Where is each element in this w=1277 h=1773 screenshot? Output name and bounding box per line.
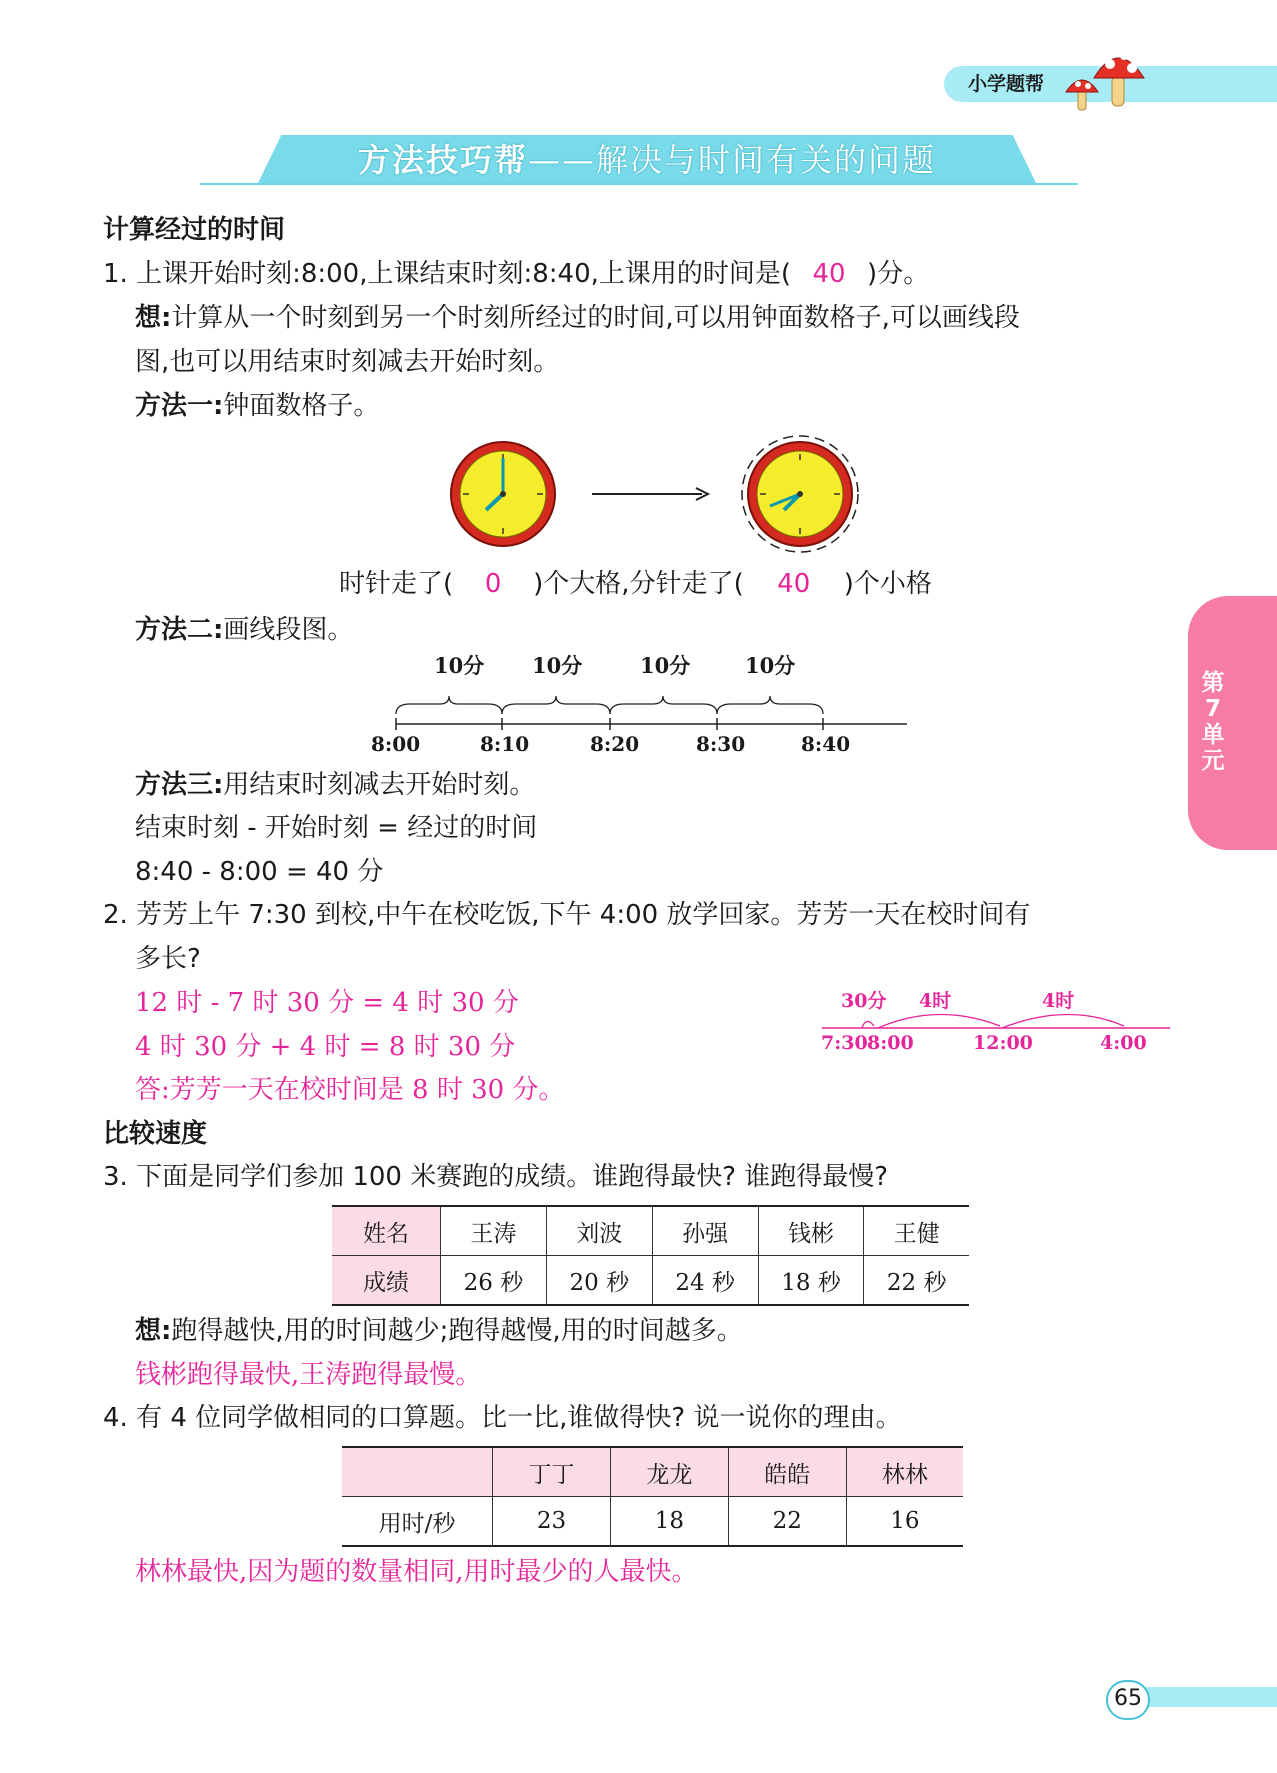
table-cell: 王涛 xyxy=(441,1206,547,1256)
think-line-2: 图,也可以用结束时刻减去开始时刻。 xyxy=(135,347,560,377)
table-cell xyxy=(342,1447,493,1497)
table-cell: 23 xyxy=(493,1497,611,1547)
answer-3: 钱彬跑得最快,王涛跑得最慢。 xyxy=(135,1360,482,1390)
table-cell: 林林 xyxy=(846,1447,963,1497)
formula-line: 结束时刻 - 开始时刻 = 经过的时间 xyxy=(135,813,538,843)
think-q3: 想:跑得越快,用的时间越少;跑得越慢,用的时间越多。 xyxy=(135,1316,743,1346)
section-heading-compare-speed: 比较速度 xyxy=(103,1119,208,1149)
time-line-diagram xyxy=(818,986,1174,1056)
table-cell: 皓皓 xyxy=(728,1447,846,1497)
table-cell: 孙强 xyxy=(652,1206,758,1256)
table-cell: 王健 xyxy=(864,1206,969,1256)
table-cell: 16 xyxy=(846,1497,963,1547)
page-number: 65 xyxy=(1114,1686,1142,1711)
table-cell: 26 秒 xyxy=(441,1256,547,1306)
diagram-label: 4时 xyxy=(1042,990,1075,1012)
table-cell: 钱彬 xyxy=(758,1206,864,1256)
answer-2-step-2: 4 时 30 分 + 4 时 = 8 时 30 分 xyxy=(135,1032,516,1062)
clock-start-icon xyxy=(448,438,558,550)
table-cell: 成绩 xyxy=(332,1256,441,1306)
table-cell: 丁丁 xyxy=(493,1447,611,1497)
calc-line: 8:40 - 8:00 = 40 分 xyxy=(135,857,384,887)
question-3: 3. 下面是同学们参加 100 米赛跑的成绩。谁跑得最快? 谁跑得最慢? xyxy=(103,1162,889,1192)
calc-time-table xyxy=(342,1446,963,1547)
table-row xyxy=(342,1497,963,1547)
diagram-tick: 12:00 xyxy=(973,1032,1033,1054)
answer-4: 林林最快,因为题的数量相同,用时最少的人最快。 xyxy=(135,1557,698,1587)
page-number-bar xyxy=(1128,1687,1277,1707)
table-cell: 龙龙 xyxy=(610,1447,728,1497)
table-row xyxy=(342,1447,963,1497)
table-cell: 22 秒 xyxy=(864,1256,969,1306)
question-2-line-2: 多长? xyxy=(135,944,201,974)
table-cell: 20 秒 xyxy=(546,1256,652,1306)
table-cell: 刘波 xyxy=(546,1206,652,1256)
table-cell: 18 xyxy=(610,1497,728,1547)
table-cell: 18 秒 xyxy=(758,1256,864,1306)
segment-label: 10分 xyxy=(434,653,485,678)
race-results-table xyxy=(332,1205,969,1306)
diagram-tick: 7:30 xyxy=(821,1032,868,1054)
method-3: 方法三:用结束时刻减去开始时刻。 xyxy=(135,770,536,800)
segment-label: 10分 xyxy=(745,653,796,678)
segment-tick-label: 8:30 xyxy=(696,732,746,756)
mushroom-icon xyxy=(1060,42,1150,114)
arrow-icon xyxy=(588,484,712,504)
table-cell: 姓名 xyxy=(332,1206,441,1256)
method-1: 方法一:钟面数格子。 xyxy=(135,391,380,421)
diagram-label: 4时 xyxy=(919,990,952,1012)
question-4: 4. 有 4 位同学做相同的口算题。比一比,谁做得快? 说一说你的理由。 xyxy=(103,1403,902,1433)
unit-side-label: 第7单元 xyxy=(1201,670,1225,774)
answer-2-sentence: 答:芳芳一天在校时间是 8 时 30 分。 xyxy=(135,1075,565,1105)
segment-tick-label: 8:10 xyxy=(480,732,530,756)
banner-underline xyxy=(200,183,1078,185)
segment-tick-label: 8:40 xyxy=(801,732,851,756)
diagram-tick: 8:00 xyxy=(867,1032,914,1054)
segment-diagram xyxy=(371,650,920,760)
diagram-label: 30分 xyxy=(841,990,887,1012)
answer-2-step-1: 12 时 - 7 时 30 分 = 4 时 30 分 xyxy=(135,988,519,1018)
table-cell: 用时/秒 xyxy=(342,1497,493,1547)
section-heading-elapsed-time: 计算经过的时间 xyxy=(103,215,286,245)
question-1: 1. 上课开始时刻:8:00,上课结束时刻:8:40,上课用的时间是( 40 )分。 xyxy=(103,259,930,289)
segment-tick-label: 8:20 xyxy=(590,732,640,756)
table-cell: 22 xyxy=(728,1497,846,1547)
table-row xyxy=(332,1206,969,1256)
method-2: 方法二:画线段图。 xyxy=(135,615,354,645)
clock-end-icon xyxy=(736,430,864,558)
segment-label: 10分 xyxy=(532,653,583,678)
segment-tick-label: 8:00 xyxy=(371,732,421,756)
think-line-1: 想:计算从一个时刻到另一个时刻所经过的时间,可以用钟面数格子,可以画线段 xyxy=(135,303,1020,333)
page-title: 方法技巧帮——解决与时间有关的问题 xyxy=(357,141,937,179)
segment-label: 10分 xyxy=(640,653,691,678)
hands-moved-line: 时针走了( 0 )个大格,分针走了( 40 )个小格 xyxy=(339,569,932,599)
brand-label: 小学题帮 xyxy=(968,73,1045,95)
question-2-line-1: 2. 芳芳上午 7:30 到校,中午在校吃饭,下午 4:00 放学回家。芳芳一天在校时间有 xyxy=(103,900,1031,930)
table-row xyxy=(332,1256,969,1306)
table-cell: 24 秒 xyxy=(652,1256,758,1306)
diagram-tick: 4:00 xyxy=(1100,1032,1147,1054)
